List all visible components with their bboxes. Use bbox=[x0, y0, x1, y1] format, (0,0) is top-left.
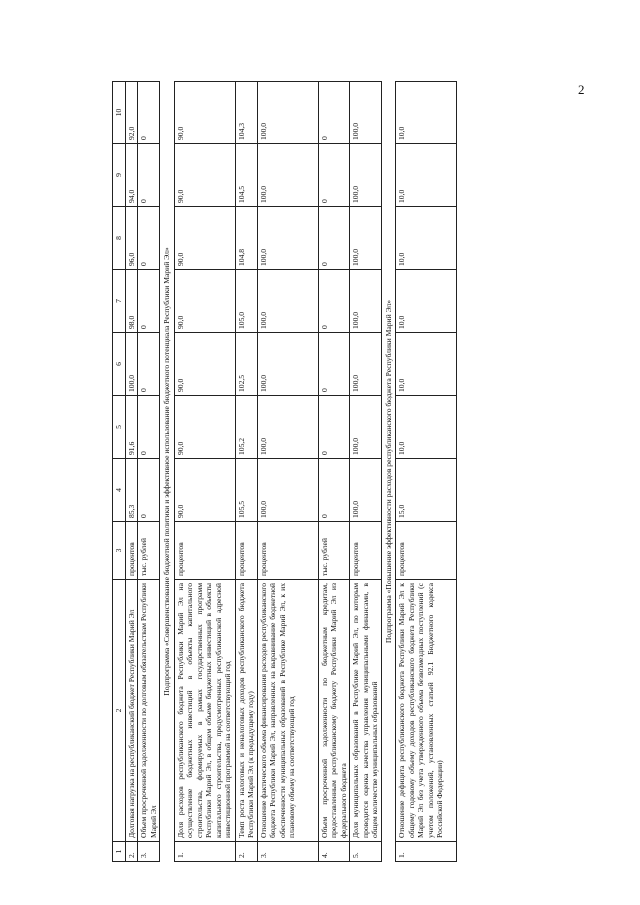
unit-cell: процентов bbox=[350, 522, 381, 580]
value-cell: 10,0 bbox=[396, 144, 457, 207]
table-body bbox=[126, 82, 457, 862]
row-number: 4. bbox=[318, 842, 349, 862]
value-cell: 100,0 bbox=[257, 270, 318, 333]
value-cell: 91,6 bbox=[126, 396, 138, 459]
page-number: 2 bbox=[578, 82, 585, 97]
value-cell: 0 bbox=[318, 396, 349, 459]
col-header-5: 5 bbox=[113, 396, 126, 459]
value-cell: 0 bbox=[318, 207, 349, 270]
unit-cell: процентов bbox=[235, 522, 257, 580]
row-number: 1. bbox=[174, 842, 235, 862]
value-cell: 0 bbox=[318, 333, 349, 396]
col-header-2: 2 bbox=[113, 580, 126, 842]
value-cell: 0 bbox=[138, 144, 160, 207]
value-cell: 100,0 bbox=[257, 82, 318, 144]
value-cell: 0 bbox=[318, 144, 349, 207]
indicator-name: Объем просроченной задолженности по бюджетным кредитам, предоставленным республиканскому бюджету Республики Марий Эл из федерального бюджета bbox=[318, 580, 349, 842]
row-number: 3. bbox=[138, 842, 160, 862]
table-row bbox=[396, 82, 457, 862]
value-cell: 102,5 bbox=[235, 333, 257, 396]
value-cell: 104,5 bbox=[235, 144, 257, 207]
rotated-table-container bbox=[112, 82, 605, 862]
value-cell: 100,0 bbox=[350, 270, 381, 333]
value-cell: 96,0 bbox=[126, 207, 138, 270]
col-header-3: 3 bbox=[113, 522, 126, 580]
table-row bbox=[350, 82, 381, 862]
value-cell: 100,0 bbox=[350, 459, 381, 522]
value-cell: 10,0 bbox=[396, 270, 457, 333]
value-cell: 10,0 bbox=[396, 396, 457, 459]
indicator-name: Отношение фактического объема финансирования расходов республиканского бюджета Республики Марий Эл, направленных на выравнивание бюджетной обеспеченности муниципальных образований в Республике Марий Эл, к их плановому объему на соответствующий год bbox=[257, 580, 318, 842]
value-cell: 90,0 bbox=[174, 459, 235, 522]
value-cell: 0 bbox=[318, 459, 349, 522]
unit-cell: тыс. рублей bbox=[138, 522, 160, 580]
value-cell: 0 bbox=[138, 82, 160, 144]
indicator-name: Объем просроченной задолженности по долговым обязательствам Республики Марий Эл bbox=[138, 580, 160, 842]
value-cell: 100,0 bbox=[350, 82, 381, 144]
value-cell: 100,0 bbox=[350, 144, 381, 207]
row-number: 2. bbox=[126, 842, 138, 862]
value-cell: 15,0 bbox=[396, 459, 457, 522]
table-row bbox=[138, 82, 160, 862]
value-cell: 92,0 bbox=[126, 82, 138, 144]
value-cell: 0 bbox=[138, 459, 160, 522]
value-cell: 10,0 bbox=[396, 207, 457, 270]
value-cell: 85,3 bbox=[126, 459, 138, 522]
value-cell: 0 bbox=[318, 270, 349, 333]
table-row bbox=[126, 82, 138, 862]
value-cell: 0 bbox=[138, 207, 160, 270]
value-cell: 104,8 bbox=[235, 207, 257, 270]
unit-cell: процентов bbox=[174, 522, 235, 580]
table-row bbox=[235, 82, 257, 862]
row-number: 2. bbox=[235, 842, 257, 862]
value-cell: 90,0 bbox=[174, 333, 235, 396]
value-cell: 100,0 bbox=[257, 207, 318, 270]
value-cell: 10,0 bbox=[396, 82, 457, 144]
row-number: 1. bbox=[396, 842, 457, 862]
subprogram-title: Подпрограмма «Повышение эффективности расходов республиканского бюджета Республики Марий Эл» bbox=[381, 82, 395, 862]
value-cell: 0 bbox=[138, 396, 160, 459]
value-cell: 90,0 bbox=[174, 207, 235, 270]
value-cell: 0 bbox=[318, 82, 349, 144]
value-cell: 90,0 bbox=[174, 270, 235, 333]
indicator-name: Доля расходов республиканского бюджета Республики Марий Эл на осуществление бюджетных инвестиций в объекты капитального строительства, формируемых в рамках государственных программ Республики Марий Эл, в общем объеме бюджетных инвестиций в объекты капитального строительства, предусмотренных республиканской адресной инвестиционной программой на соответствующий год bbox=[174, 580, 235, 842]
unit-cell: процентов bbox=[126, 522, 138, 580]
indicator-name: Доля муниципальных образований в Республике Марий Эл, по которым проводится оценка качества управления муниципальными финансами, в общем количестве муниципальных образований bbox=[350, 580, 381, 842]
value-cell: 100,0 bbox=[350, 396, 381, 459]
indicator-name: Отношение дефицита республиканского бюджета Республики Марий Эл к общему годовому объему доходов республиканского бюджета Республики Марий Эл без учета утвержденного объема безвозмездных поступлений (с учетом положений, установленных статьей 92.1 Бюджетного кодекса Российской Федерации) bbox=[396, 580, 457, 842]
subprogram-title: Подпрограмма «Совершенствование бюджетной политики и эффективное использование бюджетного потенциала Республики Марий Эл» bbox=[160, 82, 174, 862]
table-row bbox=[174, 82, 235, 862]
value-cell: 100,0 bbox=[126, 333, 138, 396]
value-cell: 105,5 bbox=[235, 459, 257, 522]
value-cell: 0 bbox=[138, 270, 160, 333]
value-cell: 90,0 bbox=[174, 144, 235, 207]
indicator-name: Долговая нагрузка на республиканский бюджет Республики Марий Эл bbox=[126, 580, 138, 842]
value-cell: 90,0 bbox=[174, 396, 235, 459]
col-header-1: 1 bbox=[113, 842, 126, 862]
indicators-table bbox=[112, 81, 457, 862]
row-number: 5. bbox=[350, 842, 381, 862]
value-cell: 100,0 bbox=[257, 144, 318, 207]
col-header-10: 10 bbox=[113, 82, 126, 144]
value-cell: 94,0 bbox=[126, 144, 138, 207]
table-row bbox=[257, 82, 318, 862]
col-header-9: 9 bbox=[113, 144, 126, 207]
table-row bbox=[318, 82, 349, 862]
value-cell: 10,0 bbox=[396, 333, 457, 396]
value-cell: 100,0 bbox=[350, 207, 381, 270]
col-header-4: 4 bbox=[113, 459, 126, 522]
col-header-6: 6 bbox=[113, 333, 126, 396]
unit-cell: процентов bbox=[257, 522, 318, 580]
value-cell: 105,2 bbox=[235, 396, 257, 459]
value-cell: 100,0 bbox=[257, 333, 318, 396]
value-cell: 104,3 bbox=[235, 82, 257, 144]
value-cell: 0 bbox=[138, 333, 160, 396]
col-header-8: 8 bbox=[113, 207, 126, 270]
col-header-7: 7 bbox=[113, 270, 126, 333]
value-cell: 100,0 bbox=[257, 396, 318, 459]
indicator-name: Темп роста налоговых и неналоговых доходов республиканского бюджета Республики Марий Эл (к предыдущему году) bbox=[235, 580, 257, 842]
value-cell: 90,0 bbox=[174, 82, 235, 144]
subprogram-row bbox=[381, 82, 395, 862]
unit-cell: процентов bbox=[396, 522, 457, 580]
value-cell: 98,0 bbox=[126, 270, 138, 333]
value-cell: 100,0 bbox=[350, 333, 381, 396]
table-header-row bbox=[113, 82, 126, 862]
value-cell: 105,0 bbox=[235, 270, 257, 333]
subprogram-row bbox=[160, 82, 174, 862]
value-cell: 100,0 bbox=[257, 459, 318, 522]
unit-cell: тыс. рублей bbox=[318, 522, 349, 580]
row-number: 3. bbox=[257, 842, 318, 862]
